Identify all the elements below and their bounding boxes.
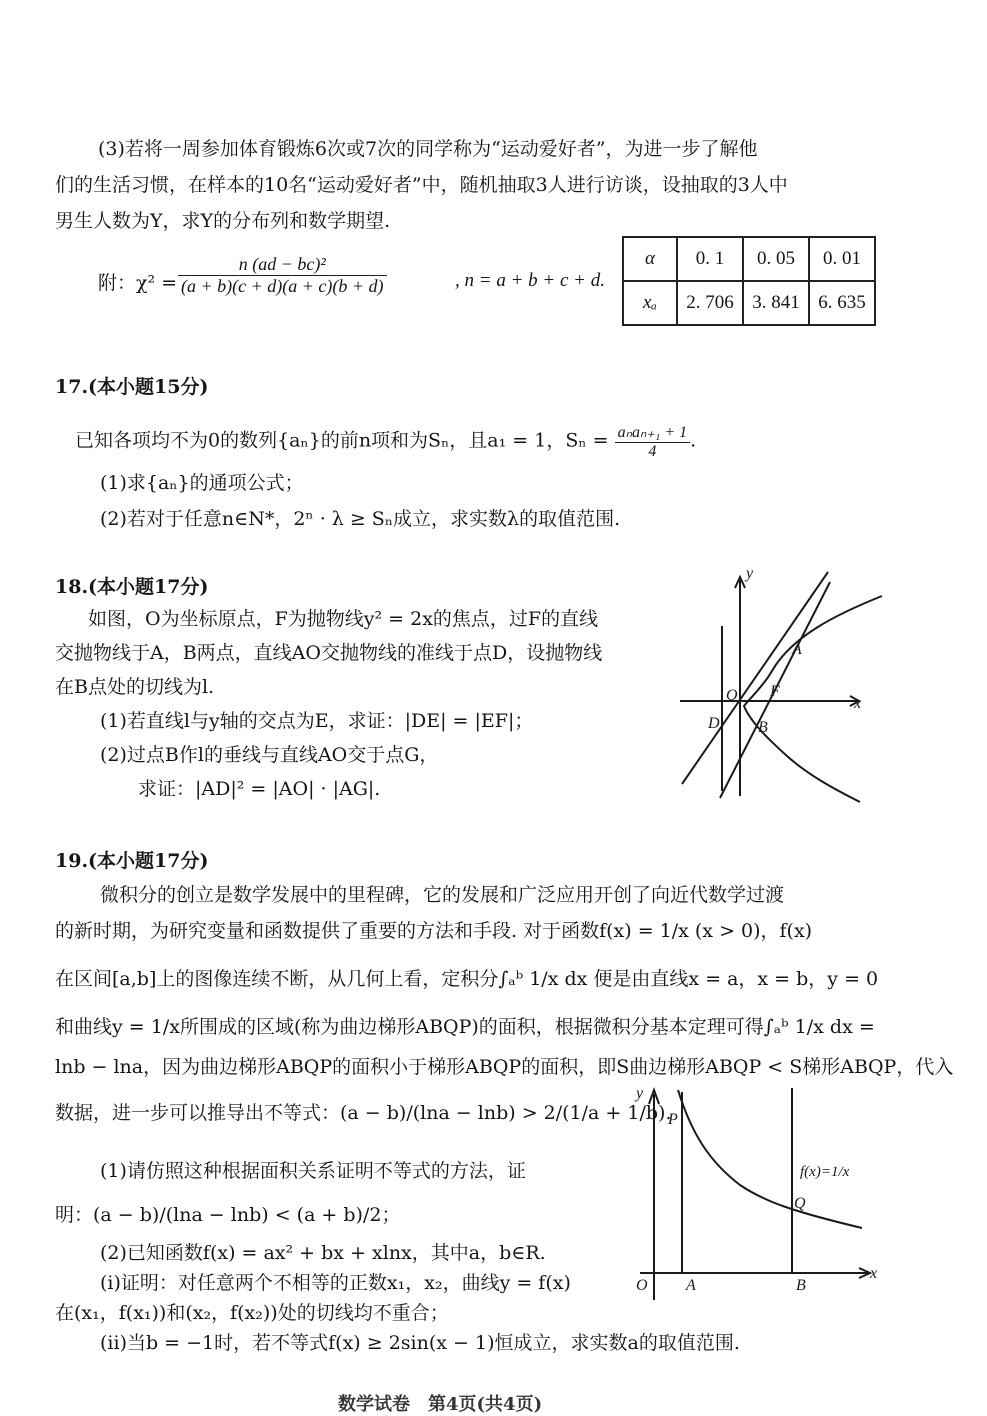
q19-line1: 微积分的创立是数学发展中的里程碑，它的发展和广泛应用开创了向近代数学过渡 <box>100 884 785 906</box>
table-cell: 2. 706 <box>677 281 743 325</box>
q18-line1: 如图，O为坐标原点，F为抛物线y² = 2x的焦点，过F的直线 <box>88 608 599 630</box>
q19-line3: 在区间[a,b]上的图像连续不断，从几何上看，定积分∫ₐᵇ 1/x dx 便是由直线x = a，x = b，y = 0 <box>55 968 879 990</box>
table-cell: 3. 841 <box>743 281 809 325</box>
q17-header: 17.(本小题15分) <box>55 376 209 398</box>
q19-part2i-b: 在(x₁，f(x₁))和(x₂，f(x₂))处的切线均不重合； <box>55 1302 449 1324</box>
chi-square-numerator: n (ad − bc)² <box>178 254 387 276</box>
fig18-label-a: A <box>792 641 802 658</box>
q16-part3-line3: 男生人数为Y，求Y的分布列和数学期望. <box>55 210 391 232</box>
q16-part3-line1: (3)若将一周参加体育锻炼6次或7次的同学称为“运动爱好者”，为进一步了解他 <box>98 138 758 160</box>
q19-line6: 数据，进一步可以推导出不等式：(a − b)/(lna − lnb) > 2/(1/a + 1/b). <box>55 1102 672 1124</box>
fig19-label-o: O <box>636 1277 648 1294</box>
q18-part1: (1)若直线l与y轴的交点为E，求证：|DE| = |EF|； <box>100 710 534 732</box>
q18-line3: 在B点处的切线为l. <box>55 676 215 698</box>
parabola-curve <box>744 596 882 802</box>
reciprocal-curve <box>678 1090 862 1228</box>
q17-part2: (2)若对于任意n∈N*，2ⁿ · λ ≥ Sₙ成立，求实数λ的取值范围. <box>100 508 621 530</box>
table-row <box>623 237 875 281</box>
q19-line5: lnb − lna，因为曲边梯形ABQP的面积小于梯形ABQP的面积，即S曲边梯形ABQP < S梯形ABQP，代入 <box>55 1056 954 1078</box>
fig19-function-label: f(x)=1/x <box>800 1164 850 1180</box>
q19-part1-a: (1)请仿照这种根据面积关系证明不等式的方法，证 <box>100 1160 526 1182</box>
fig19-label-y: y <box>636 1085 644 1102</box>
fig18-label-o: O <box>726 687 738 704</box>
chi-square-denominator: (a + b)(c + d)(a + c)(b + d) <box>181 276 384 296</box>
q17-stem-end: . <box>690 429 697 452</box>
chi-square-formula <box>178 254 387 297</box>
table-cell: 0. 01 <box>809 237 875 281</box>
fig19-label-a: A <box>686 1277 696 1294</box>
fig18-label-d: D <box>708 715 720 732</box>
q19-header: 19.(本小题17分) <box>55 850 209 872</box>
table-cell: 0. 1 <box>677 237 743 281</box>
fig19-label-q: Q <box>794 1195 806 1212</box>
fig18-label-y: y <box>746 566 754 582</box>
fig18-label-b: B <box>758 719 768 736</box>
fig19-label-x: x <box>870 1265 878 1282</box>
line-ao <box>682 572 828 784</box>
q16-part3-line2: 们的生活习惯，在样本的10名“运动爱好者”中，随机抽取3人进行访谈，设抽取的3人中 <box>55 174 788 196</box>
q17-stem-numerator: aₙaₙ₊₁ + 1 <box>615 422 691 443</box>
q19-line2: 的新时期，为研究变量和函数提供了重要的方法和手段. 对于函数f(x) = 1/x (x > 0)，f(x) <box>55 920 813 942</box>
q17-part1: (1)求{aₙ}的通项公式； <box>100 472 304 494</box>
table-cell: 6. 635 <box>809 281 875 325</box>
critical-value-table <box>622 236 876 326</box>
q18-header: 18.(本小题17分) <box>55 576 209 598</box>
table-cell: α <box>623 237 677 281</box>
chi-square-suffix: , n = a + b + c + d. <box>455 270 605 291</box>
table-cell: xₐ <box>623 281 677 325</box>
q19-part2i-a: (i)证明：对任意两个不相等的正数x₁，x₂，曲线y = f(x) <box>100 1272 571 1294</box>
table-cell: 0. 05 <box>743 237 809 281</box>
q17-stem <box>75 422 696 461</box>
q18-line2: 交抛物线于A，B两点，直线AO交抛物线的准线于点D，设抛物线 <box>55 642 603 664</box>
q19-part1-b: 明：(a − b)/(lna − lnb) < (a + b)/2； <box>55 1204 401 1226</box>
fig19-label-p: P <box>668 1111 678 1128</box>
table-row <box>623 281 875 325</box>
q19-integral-figure <box>630 1080 880 1305</box>
q19-part2ii: (ii)当b = −1时，若不等式f(x) ≥ 2sin(x − 1)恒成立，求实数a的取值范围. <box>100 1332 740 1354</box>
fig18-label-f: F <box>770 683 780 700</box>
fig18-label-x: x <box>854 695 862 712</box>
q18-parabola-figure <box>672 566 887 806</box>
q18-part2-conclusion: 求证：|AD|² = |AO| · |AG|. <box>138 778 381 800</box>
q19-part2: (2)已知函数f(x) = ax² + bx + xlnx，其中a，b∈R. <box>100 1242 546 1264</box>
fig19-label-b: B <box>796 1277 806 1294</box>
chi-square-prefix: 附：χ² = <box>98 272 178 294</box>
page-footer: 数学试卷 第4页(共4页) <box>338 1394 543 1415</box>
q17-stem-denominator: 4 <box>648 443 657 460</box>
q19-line4: 和曲线y = 1/x所围成的区域(称为曲边梯形ABQP)的面积，根据微积分基本定理可得∫ₐᵇ 1/x dx = <box>55 1016 875 1038</box>
q18-part2: (2)过点B作l的垂线与直线AO交于点G， <box>100 744 439 766</box>
q17-stem-text: 已知各项均不为0的数列{aₙ}的前n项和为Sₙ，且a₁ = 1，Sₙ = <box>75 429 609 452</box>
